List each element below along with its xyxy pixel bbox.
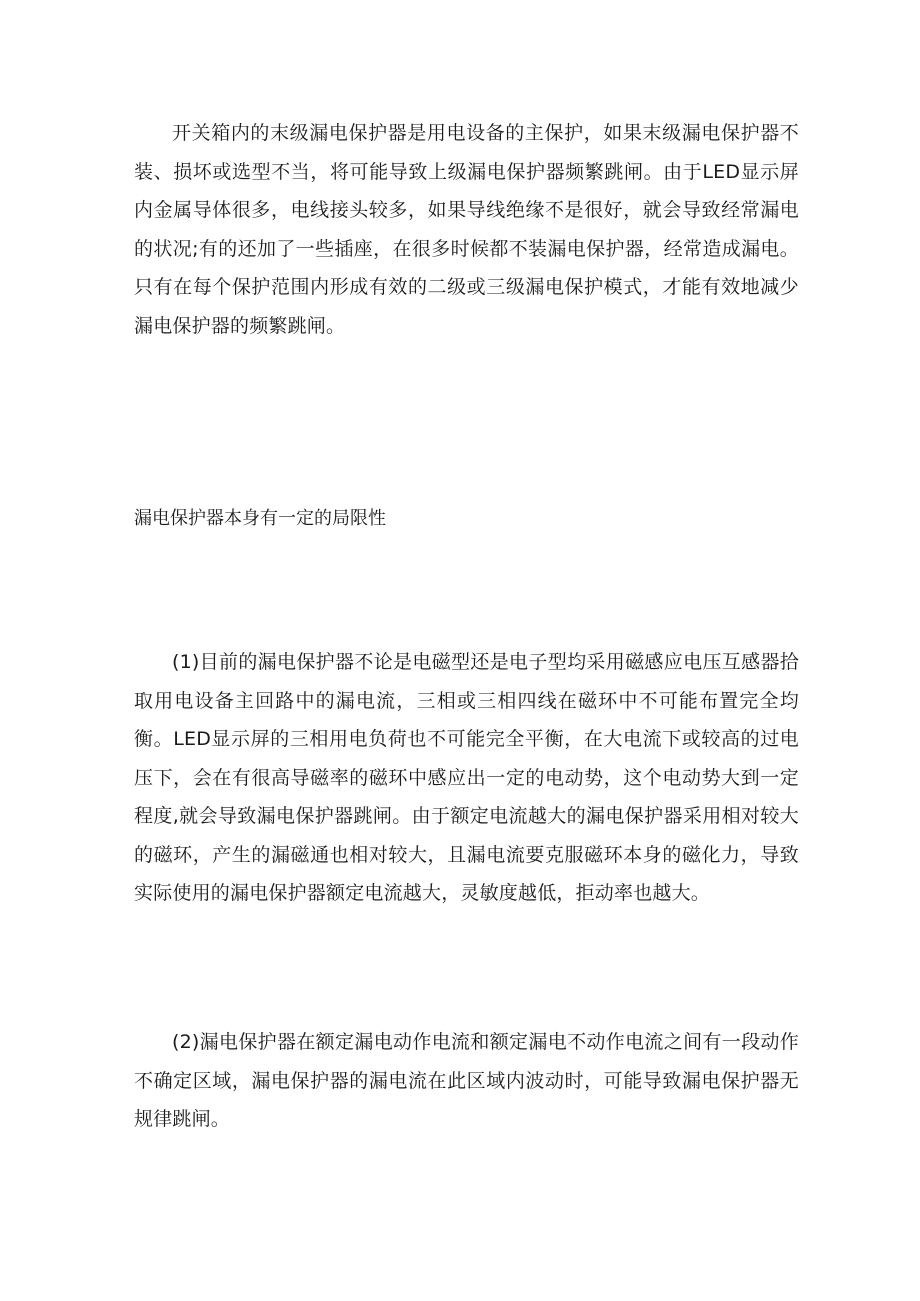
paragraph-terminal-breaker: 开关箱内的末级漏电保护器是用电设备的主保护，如果末级漏电保护器不装、损坏或选型不当，将可能导致上级漏电保护器频繁跳闸。由于LED显示屏内金属导体很多，电线接头较多，如果导线绝缘不是很好，就会导致经常漏电的状况;有的还加了一些插座，在很多时候都不装漏电保护器，经常造成漏电。只有在每个保护范围内形成有效的二级或三级漏电保护模式，才能有效地减少漏电保护器的频繁跳闸。 (134, 122, 799, 337)
paragraph-point-1: (1)目前的漏电保护器不论是电磁型还是电子型均采用磁感应电压互感器拾取用电设备主回路中的漏电流，三相或三相四线在磁环中不可能布置完全均衡。LED显示屏的三相用电负荷也不可能完全平衡，在大电流下或较高的过电压下，会在有很高导磁率的磁环中感应出一定的电动势，这个电动势大到一定程度,就会导致漏电保护器跳闸。由于额定电流越大的漏电保护器采用相对较大的磁环，产生的漏磁通也相对较大，且漏电流要克服磁环本身的磁化力，导致实际使用的漏电保护器额定电流越大，灵敏度越低，拒动率也越大。 (134, 651, 799, 904)
section-heading: 漏电保护器本身有一定的局限性 (134, 508, 386, 529)
paragraph-point-2: (2)漏电保护器在额定漏电动作电流和额定漏电不动作电流之间有一段动作不确定区域，漏电保护器的漏电流在此区域内波动时，可能导致漏电保护器无规律跳闸。 (134, 1031, 799, 1130)
